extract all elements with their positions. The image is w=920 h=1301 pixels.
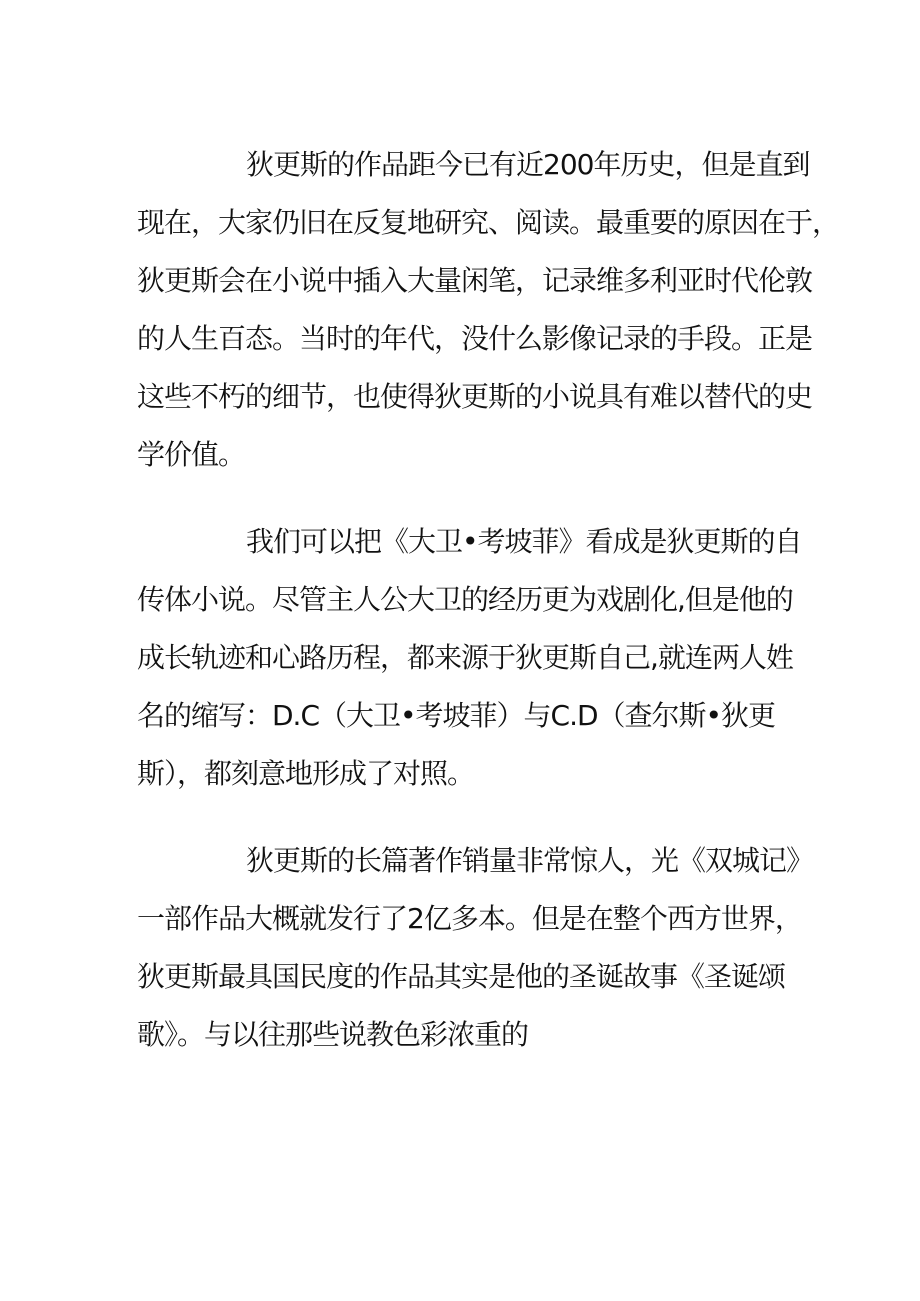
paragraph-1 — [137, 136, 840, 484]
paragraph-spacer — [137, 484, 787, 513]
text-line: 狄更斯最具国民度的作品其实是他的圣诞故事《圣诞颂 — [137, 960, 786, 993]
text-line: 学价值。 — [137, 438, 246, 471]
text-line: 的人生百态。当时的年代，没什么影像记录的手段。正是 — [137, 322, 813, 355]
text-line: 成长轨迹和心路历程，都来源于狄更斯自己,就连两人姓 — [137, 641, 793, 674]
text-line: 现在，大家仍旧在反复地研究、阅读。最重要的原因在于， — [137, 206, 840, 239]
text-line: 我们可以把《大卫•考坡菲》看成是狄更斯的自 — [246, 525, 802, 558]
text-line: 一部作品大概就发行了2亿多本。但是在整个西方世界， — [137, 902, 802, 935]
text-line: 狄更斯会在小说中插入大量闲笔，记录维多利亚时代伦敦 — [137, 264, 813, 297]
text-line: 斯），都刻意地形成了对照。 — [137, 757, 475, 790]
paragraph-2 — [137, 513, 802, 803]
paragraph-spacer — [137, 803, 787, 832]
paragraph-3 — [137, 832, 814, 1064]
text-line: 歌》。与以往那些说教色彩浓重的 — [137, 1018, 529, 1051]
document-body — [137, 136, 840, 1064]
text-line: 狄更斯的长篇著作销量非常惊人，光《双城记》 — [246, 844, 814, 877]
text-line: 这些不朽的细节，也使得狄更斯的小说具有难以替代的史 — [137, 380, 813, 413]
text-line: 名的缩写：D.C（大卫•考坡菲）与C.D（查尔斯•狄更 — [137, 699, 776, 732]
text-line: 狄更斯的作品距今已有近200年历史，但是直到 — [246, 148, 810, 181]
text-line: 传体小说。尽管主人公大卫的经历更为戏剧化,但是他的 — [137, 583, 793, 616]
